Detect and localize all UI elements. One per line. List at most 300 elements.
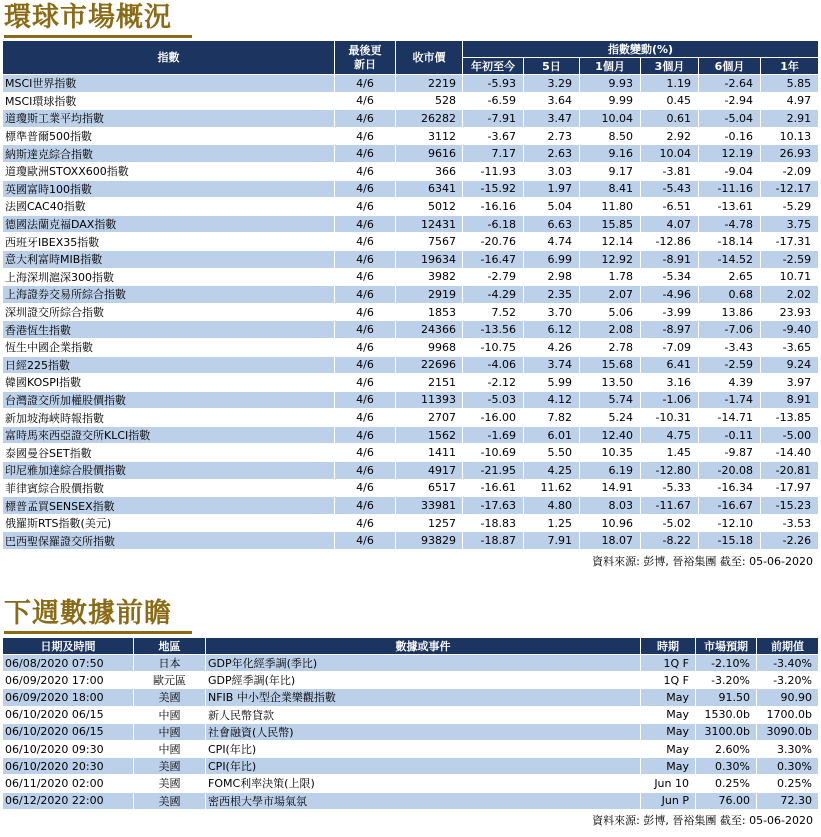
region-cell: 美國 bbox=[134, 689, 206, 706]
ytd-cell: -16.47 bbox=[463, 250, 524, 268]
3m-cell: -4.96 bbox=[641, 286, 699, 304]
close-cell: 7567 bbox=[396, 233, 463, 251]
datetime-cell: 06/08/2020 07:50 bbox=[3, 655, 134, 672]
1m-cell: 2.78 bbox=[580, 338, 641, 356]
6m-cell: -18.14 bbox=[699, 233, 761, 251]
table-row bbox=[3, 268, 819, 286]
header-previous: 前期值 bbox=[757, 638, 819, 655]
previous-cell: 0.30% bbox=[757, 758, 819, 775]
5d-cell: 6.99 bbox=[524, 250, 580, 268]
table-row bbox=[3, 110, 819, 128]
table-row bbox=[3, 479, 819, 497]
1y-cell: -13.85 bbox=[761, 409, 819, 427]
period-cell: May bbox=[641, 758, 696, 775]
market-overview-table bbox=[2, 40, 819, 550]
market-section-title: 環球市場概況 bbox=[4, 2, 172, 33]
1m-cell: 15.68 bbox=[580, 356, 641, 374]
ytd-cell: -6.18 bbox=[463, 215, 524, 233]
1m-cell: 18.07 bbox=[580, 532, 641, 550]
last-update-cell: 4/6 bbox=[335, 110, 396, 128]
1m-cell: 9.93 bbox=[580, 75, 641, 93]
close-cell: 11393 bbox=[396, 391, 463, 409]
6m-cell: -5.04 bbox=[699, 110, 761, 128]
last-update-cell: 4/6 bbox=[335, 338, 396, 356]
3m-cell: -12.86 bbox=[641, 233, 699, 251]
1y-cell: 2.91 bbox=[761, 110, 819, 128]
table-row bbox=[3, 356, 819, 374]
header-period: 時期 bbox=[641, 638, 696, 655]
table-row bbox=[3, 127, 819, 145]
region-cell: 日本 bbox=[134, 655, 206, 672]
index-name-cell: 上海證券交易所綜合指數 bbox=[3, 286, 335, 304]
1m-cell: 15.85 bbox=[580, 215, 641, 233]
5d-cell: 1.97 bbox=[524, 180, 580, 198]
1y-cell: 26.93 bbox=[761, 145, 819, 163]
5d-cell: 1.25 bbox=[524, 514, 580, 532]
datetime-cell: 06/10/2020 06/15 bbox=[3, 723, 134, 740]
1y-cell: 3.97 bbox=[761, 374, 819, 392]
market-table-body bbox=[3, 75, 819, 550]
index-name-cell: 泰國曼谷SET指數 bbox=[3, 444, 335, 462]
previous-cell: 1700.0b bbox=[757, 706, 819, 723]
1m-cell: 2.07 bbox=[580, 286, 641, 304]
1m-cell: 5.74 bbox=[580, 391, 641, 409]
close-cell: 12431 bbox=[396, 215, 463, 233]
6m-cell: -2.64 bbox=[699, 75, 761, 93]
period-cell: 1Q F bbox=[641, 672, 696, 689]
last-update-cell: 4/6 bbox=[335, 426, 396, 444]
table-row bbox=[3, 75, 819, 93]
event-cell: GDP年化經季調(季比) bbox=[206, 655, 641, 672]
last-update-cell: 4/6 bbox=[335, 391, 396, 409]
1y-cell: -17.97 bbox=[761, 479, 819, 497]
region-cell: 中國 bbox=[134, 740, 206, 757]
header-last-update bbox=[335, 41, 396, 75]
1y-cell: 9.24 bbox=[761, 356, 819, 374]
3m-cell: -8.97 bbox=[641, 321, 699, 339]
6m-cell: 0.68 bbox=[699, 286, 761, 304]
6m-cell: -2.94 bbox=[699, 92, 761, 110]
table-row bbox=[3, 198, 819, 216]
1m-cell: 10.35 bbox=[580, 444, 641, 462]
3m-cell: 1.45 bbox=[641, 444, 699, 462]
last-update-cell: 4/6 bbox=[335, 250, 396, 268]
index-name-cell: 納斯達克綜合指數 bbox=[3, 145, 335, 163]
index-name-cell: 日經225指數 bbox=[3, 356, 335, 374]
5d-cell: 3.70 bbox=[524, 303, 580, 321]
5d-cell: 4.80 bbox=[524, 497, 580, 515]
ytd-cell: 7.52 bbox=[463, 303, 524, 321]
1y-cell: -5.29 bbox=[761, 198, 819, 216]
last-update-cell: 4/6 bbox=[335, 374, 396, 392]
3m-cell: -5.33 bbox=[641, 479, 699, 497]
index-name-cell: 西班牙IBEX35指數 bbox=[3, 233, 335, 251]
5d-cell: 11.62 bbox=[524, 479, 580, 497]
period-cell: Jun 10 bbox=[641, 775, 696, 792]
5d-cell: 6.01 bbox=[524, 426, 580, 444]
index-name-cell: 富時馬來西亞證交所KLCI指數 bbox=[3, 426, 335, 444]
table-row bbox=[3, 792, 819, 809]
last-update-cell: 4/6 bbox=[335, 145, 396, 163]
event-cell: GDP經季調(年比) bbox=[206, 672, 641, 689]
close-cell: 24366 bbox=[396, 321, 463, 339]
datetime-cell: 06/10/2020 06/15 bbox=[3, 706, 134, 723]
ytd-cell: -2.79 bbox=[463, 268, 524, 286]
1m-cell: 10.04 bbox=[580, 110, 641, 128]
index-name-cell: 巴西聖保羅證交所指數 bbox=[3, 532, 335, 550]
3m-cell: -5.02 bbox=[641, 514, 699, 532]
last-update-cell: 4/6 bbox=[335, 127, 396, 145]
previous-cell: -3.40% bbox=[757, 655, 819, 672]
period-cell: May bbox=[641, 740, 696, 757]
1y-cell: -20.81 bbox=[761, 462, 819, 480]
table-row bbox=[3, 758, 819, 775]
1y-cell: -3.65 bbox=[761, 338, 819, 356]
close-cell: 2707 bbox=[396, 409, 463, 427]
previous-cell: 90.90 bbox=[757, 689, 819, 706]
close-cell: 3982 bbox=[396, 268, 463, 286]
6m-cell: -16.67 bbox=[699, 497, 761, 515]
index-name-cell: 意大利富時MIB指數 bbox=[3, 250, 335, 268]
ytd-cell: -15.92 bbox=[463, 180, 524, 198]
ytd-cell: -17.63 bbox=[463, 497, 524, 515]
3m-cell: 1.19 bbox=[641, 75, 699, 93]
3m-cell: 6.41 bbox=[641, 356, 699, 374]
index-name-cell: 標普孟買SENSEX指數 bbox=[3, 497, 335, 515]
ytd-cell: -4.29 bbox=[463, 286, 524, 304]
index-name-cell: 新加坡海峽時報指數 bbox=[3, 409, 335, 427]
header-datetime: 日期及時間 bbox=[3, 638, 134, 655]
1y-cell: -5.00 bbox=[761, 426, 819, 444]
5d-cell: 6.12 bbox=[524, 321, 580, 339]
ytd-cell: -6.59 bbox=[463, 92, 524, 110]
1m-cell: 8.41 bbox=[580, 180, 641, 198]
last-update-cell: 4/6 bbox=[335, 215, 396, 233]
ytd-cell: -10.75 bbox=[463, 338, 524, 356]
1m-cell: 12.92 bbox=[580, 250, 641, 268]
3m-cell: -8.22 bbox=[641, 532, 699, 550]
6m-cell: -12.10 bbox=[699, 514, 761, 532]
3m-cell: -6.51 bbox=[641, 198, 699, 216]
header-1y: 1年 bbox=[761, 58, 819, 75]
1m-cell: 5.06 bbox=[580, 303, 641, 321]
close-cell: 26282 bbox=[396, 110, 463, 128]
1m-cell: 12.14 bbox=[580, 233, 641, 251]
header-5d: 5日 bbox=[524, 58, 580, 75]
table-row bbox=[3, 321, 819, 339]
5d-cell: 4.25 bbox=[524, 462, 580, 480]
region-cell: 美國 bbox=[134, 792, 206, 809]
close-cell: 6517 bbox=[396, 479, 463, 497]
ytd-cell: -5.93 bbox=[463, 75, 524, 93]
table-row bbox=[3, 215, 819, 233]
1y-cell: 5.85 bbox=[761, 75, 819, 93]
3m-cell: -3.81 bbox=[641, 162, 699, 180]
3m-cell: 3.16 bbox=[641, 374, 699, 392]
3m-cell: -5.34 bbox=[641, 268, 699, 286]
header-change-group: 指數變動(%) bbox=[463, 41, 819, 58]
5d-cell: 4.26 bbox=[524, 338, 580, 356]
ytd-cell: -2.12 bbox=[463, 374, 524, 392]
period-cell: Jun P bbox=[641, 792, 696, 809]
ytd-cell: -21.95 bbox=[463, 462, 524, 480]
6m-cell: -11.16 bbox=[699, 180, 761, 198]
6m-cell: -13.61 bbox=[699, 198, 761, 216]
header-3m: 3個月 bbox=[641, 58, 699, 75]
1y-cell: 10.13 bbox=[761, 127, 819, 145]
table-row bbox=[3, 426, 819, 444]
last-update-cell: 4/6 bbox=[335, 409, 396, 427]
6m-cell: -9.87 bbox=[699, 444, 761, 462]
index-name-cell: 俄羅斯RTS指數(美元) bbox=[3, 514, 335, 532]
event-cell: NFIB 中小型企業樂觀指數 bbox=[206, 689, 641, 706]
6m-cell: -2.59 bbox=[699, 356, 761, 374]
previous-cell: 0.25% bbox=[757, 775, 819, 792]
6m-cell: -3.43 bbox=[699, 338, 761, 356]
forecast-cell: -2.10% bbox=[696, 655, 757, 672]
1y-cell: -2.59 bbox=[761, 250, 819, 268]
3m-cell: -5.43 bbox=[641, 180, 699, 198]
close-cell: 22696 bbox=[396, 356, 463, 374]
6m-cell: -15.18 bbox=[699, 532, 761, 550]
5d-cell: 7.82 bbox=[524, 409, 580, 427]
index-name-cell: 深圳證交所綜合指數 bbox=[3, 303, 335, 321]
close-cell: 1411 bbox=[396, 444, 463, 462]
previous-cell: 3090.0b bbox=[757, 723, 819, 740]
region-cell: 中國 bbox=[134, 706, 206, 723]
region-cell: 美國 bbox=[134, 758, 206, 775]
1y-cell: -14.40 bbox=[761, 444, 819, 462]
forecast-cell: 3100.0b bbox=[696, 723, 757, 740]
close-cell: 528 bbox=[396, 92, 463, 110]
1y-cell: 2.02 bbox=[761, 286, 819, 304]
index-name-cell: MSCI世界指數 bbox=[3, 75, 335, 93]
1m-cell: 12.40 bbox=[580, 426, 641, 444]
market-source-note: 資料來源: 彭博, 晉裕集團 截至: 05-06-2020 bbox=[592, 555, 813, 568]
index-name-cell: 印尼雅加達綜合股價指數 bbox=[3, 462, 335, 480]
last-update-cell: 4/6 bbox=[335, 321, 396, 339]
1y-cell: 10.71 bbox=[761, 268, 819, 286]
5d-cell: 2.63 bbox=[524, 145, 580, 163]
1m-cell: 14.91 bbox=[580, 479, 641, 497]
datetime-cell: 06/10/2020 09:30 bbox=[3, 740, 134, 757]
ytd-cell: 7.17 bbox=[463, 145, 524, 163]
last-update-cell: 4/6 bbox=[335, 75, 396, 93]
close-cell: 4917 bbox=[396, 462, 463, 480]
header-last-update-label: 最後更新日 bbox=[348, 43, 382, 71]
5d-cell: 3.74 bbox=[524, 356, 580, 374]
table-row bbox=[3, 162, 819, 180]
table-row bbox=[3, 409, 819, 427]
5d-cell: 2.73 bbox=[524, 127, 580, 145]
event-cell: CPI(年比) bbox=[206, 758, 641, 775]
close-cell: 93829 bbox=[396, 532, 463, 550]
6m-cell: -1.74 bbox=[699, 391, 761, 409]
3m-cell: -7.09 bbox=[641, 338, 699, 356]
5d-cell: 5.04 bbox=[524, 198, 580, 216]
period-cell: May bbox=[641, 689, 696, 706]
header-forecast: 市場預期 bbox=[696, 638, 757, 655]
6m-cell: -9.04 bbox=[699, 162, 761, 180]
last-update-cell: 4/6 bbox=[335, 286, 396, 304]
table-row bbox=[3, 462, 819, 480]
ytd-cell: -18.87 bbox=[463, 532, 524, 550]
3m-cell: -3.99 bbox=[641, 303, 699, 321]
1y-cell: 3.75 bbox=[761, 215, 819, 233]
forecast-cell: 2.60% bbox=[696, 740, 757, 757]
1m-cell: 11.80 bbox=[580, 198, 641, 216]
1m-cell: 8.50 bbox=[580, 127, 641, 145]
5d-cell: 3.47 bbox=[524, 110, 580, 128]
close-cell: 2219 bbox=[396, 75, 463, 93]
index-name-cell: 韓國KOSPI指數 bbox=[3, 374, 335, 392]
table-row bbox=[3, 497, 819, 515]
3m-cell: -12.80 bbox=[641, 462, 699, 480]
region-cell: 美國 bbox=[134, 775, 206, 792]
1m-cell: 8.03 bbox=[580, 497, 641, 515]
datetime-cell: 06/09/2020 17:00 bbox=[3, 672, 134, 689]
3m-cell: -1.06 bbox=[641, 391, 699, 409]
events-section-title: 下週數據前瞻 bbox=[4, 598, 172, 629]
forecast-cell: 0.25% bbox=[696, 775, 757, 792]
table-row bbox=[3, 672, 819, 689]
upcoming-events-table bbox=[2, 637, 819, 810]
1y-cell: 23.93 bbox=[761, 303, 819, 321]
period-cell: May bbox=[641, 723, 696, 740]
6m-cell: -14.71 bbox=[699, 409, 761, 427]
index-name-cell: 道瓊斯工業平均指數 bbox=[3, 110, 335, 128]
1y-cell: 8.91 bbox=[761, 391, 819, 409]
index-name-cell: 恆生中國企業指數 bbox=[3, 338, 335, 356]
6m-cell: 13.86 bbox=[699, 303, 761, 321]
event-cell: 新人民幣貸款 bbox=[206, 706, 641, 723]
3m-cell: -11.67 bbox=[641, 497, 699, 515]
event-cell: FOMC利率決策(上限) bbox=[206, 775, 641, 792]
table-row bbox=[3, 532, 819, 550]
table-row bbox=[3, 775, 819, 792]
close-cell: 366 bbox=[396, 162, 463, 180]
table-row bbox=[3, 374, 819, 392]
table-row bbox=[3, 655, 819, 672]
6m-cell: -0.16 bbox=[699, 127, 761, 145]
last-update-cell: 4/6 bbox=[335, 532, 396, 550]
table-row bbox=[3, 689, 819, 706]
ytd-cell: -13.56 bbox=[463, 321, 524, 339]
5d-cell: 3.03 bbox=[524, 162, 580, 180]
ytd-cell: -16.00 bbox=[463, 409, 524, 427]
last-update-cell: 4/6 bbox=[335, 497, 396, 515]
last-update-cell: 4/6 bbox=[335, 92, 396, 110]
1m-cell: 9.16 bbox=[580, 145, 641, 163]
1m-cell: 9.99 bbox=[580, 92, 641, 110]
3m-cell: 0.45 bbox=[641, 92, 699, 110]
ytd-cell: -20.76 bbox=[463, 233, 524, 251]
previous-cell: 72.30 bbox=[757, 792, 819, 809]
3m-cell: 4.75 bbox=[641, 426, 699, 444]
ytd-cell: -7.91 bbox=[463, 110, 524, 128]
5d-cell: 4.12 bbox=[524, 391, 580, 409]
ytd-cell: -16.61 bbox=[463, 479, 524, 497]
period-cell: 1Q F bbox=[641, 655, 696, 672]
last-update-cell: 4/6 bbox=[335, 444, 396, 462]
ytd-cell: -4.06 bbox=[463, 356, 524, 374]
last-update-cell: 4/6 bbox=[335, 356, 396, 374]
index-name-cell: 法國CAC40指數 bbox=[3, 198, 335, 216]
close-cell: 2919 bbox=[396, 286, 463, 304]
event-cell: CPI(年比) bbox=[206, 740, 641, 757]
close-cell: 3112 bbox=[396, 127, 463, 145]
1y-cell: -2.09 bbox=[761, 162, 819, 180]
6m-cell: -7.06 bbox=[699, 321, 761, 339]
forecast-cell: -3.20% bbox=[696, 672, 757, 689]
5d-cell: 6.63 bbox=[524, 215, 580, 233]
close-cell: 9968 bbox=[396, 338, 463, 356]
ytd-cell: -18.83 bbox=[463, 514, 524, 532]
forecast-cell: 76.00 bbox=[696, 792, 757, 809]
6m-cell: 2.65 bbox=[699, 268, 761, 286]
table-row bbox=[3, 250, 819, 268]
1y-cell: -15.23 bbox=[761, 497, 819, 515]
6m-cell: -4.78 bbox=[699, 215, 761, 233]
1y-cell: -12.17 bbox=[761, 180, 819, 198]
table-row bbox=[3, 338, 819, 356]
header-index: 指數 bbox=[3, 41, 335, 75]
header-1m: 1個月 bbox=[580, 58, 641, 75]
close-cell: 1853 bbox=[396, 303, 463, 321]
header-region: 地區 bbox=[134, 638, 206, 655]
table-row bbox=[3, 706, 819, 723]
1y-cell: -2.26 bbox=[761, 532, 819, 550]
3m-cell: 4.07 bbox=[641, 215, 699, 233]
index-name-cell: 道瓊歐洲STOXX600指數 bbox=[3, 162, 335, 180]
market-title-underline bbox=[4, 35, 192, 38]
1m-cell: 2.08 bbox=[580, 321, 641, 339]
1m-cell: 6.19 bbox=[580, 462, 641, 480]
header-6m: 6個月 bbox=[699, 58, 761, 75]
last-update-cell: 4/6 bbox=[335, 479, 396, 497]
5d-cell: 7.91 bbox=[524, 532, 580, 550]
region-cell: 中國 bbox=[134, 723, 206, 740]
last-update-cell: 4/6 bbox=[335, 514, 396, 532]
last-update-cell: 4/6 bbox=[335, 462, 396, 480]
1y-cell: -9.40 bbox=[761, 321, 819, 339]
last-update-cell: 4/6 bbox=[335, 162, 396, 180]
5d-cell: 5.99 bbox=[524, 374, 580, 392]
table-row bbox=[3, 233, 819, 251]
forecast-cell: 1530.0b bbox=[696, 706, 757, 723]
index-name-cell: 菲律賓綜合股價指數 bbox=[3, 479, 335, 497]
1m-cell: 1.78 bbox=[580, 268, 641, 286]
table-row bbox=[3, 303, 819, 321]
5d-cell: 5.50 bbox=[524, 444, 580, 462]
6m-cell: -16.34 bbox=[699, 479, 761, 497]
datetime-cell: 06/12/2020 22:00 bbox=[3, 792, 134, 809]
ytd-cell: -5.03 bbox=[463, 391, 524, 409]
1m-cell: 5.24 bbox=[580, 409, 641, 427]
forecast-cell: 91.50 bbox=[696, 689, 757, 706]
ytd-cell: -1.69 bbox=[463, 426, 524, 444]
index-name-cell: 香港恆生指數 bbox=[3, 321, 335, 339]
header-ytd: 年初至今 bbox=[463, 58, 524, 75]
ytd-cell: -16.16 bbox=[463, 198, 524, 216]
index-name-cell: 英國富時100指數 bbox=[3, 180, 335, 198]
last-update-cell: 4/6 bbox=[335, 268, 396, 286]
close-cell: 33981 bbox=[396, 497, 463, 515]
event-cell: 密西根大學市場氣氛 bbox=[206, 792, 641, 809]
6m-cell: -20.08 bbox=[699, 462, 761, 480]
3m-cell: -8.91 bbox=[641, 250, 699, 268]
index-name-cell: 台灣證交所加權股價指數 bbox=[3, 391, 335, 409]
